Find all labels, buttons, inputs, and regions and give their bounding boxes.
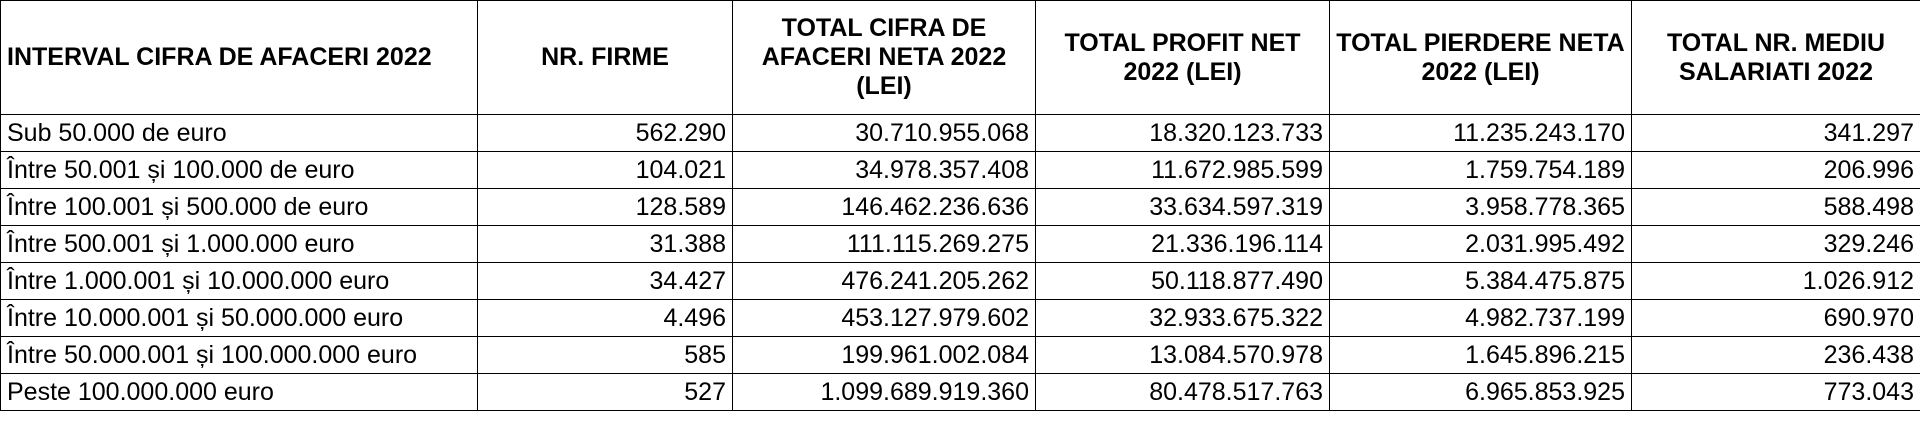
cell-interval: Între 10.000.001 și 50.000.000 euro (1, 300, 478, 337)
cell-cifra-afaceri: 111.115.269.275 (733, 226, 1036, 263)
cell-nr-firme: 562.290 (478, 115, 733, 152)
cell-pierdere-neta: 4.982.737.199 (1330, 300, 1632, 337)
cell-interval: Între 50.000.001 și 100.000.000 euro (1, 337, 478, 374)
header-total-profit-net: TOTAL PROFIT NET 2022 (LEI) (1036, 1, 1330, 115)
cell-nr-firme: 585 (478, 337, 733, 374)
cell-profit-net: 80.478.517.763 (1036, 374, 1330, 411)
cell-interval: Între 50.001 și 100.000 de euro (1, 152, 478, 189)
cell-cifra-afaceri: 453.127.979.602 (733, 300, 1036, 337)
table-row (1, 300, 1920, 337)
table-row (1, 189, 1920, 226)
cell-profit-net: 11.672.985.599 (1036, 152, 1330, 189)
cell-salariati: 1.026.912 (1632, 263, 1920, 300)
cell-nr-firme: 128.589 (478, 189, 733, 226)
cell-nr-firme: 31.388 (478, 226, 733, 263)
cell-pierdere-neta: 2.031.995.492 (1330, 226, 1632, 263)
cell-profit-net: 21.336.196.114 (1036, 226, 1330, 263)
cell-profit-net: 33.634.597.319 (1036, 189, 1330, 226)
cell-pierdere-neta: 1.759.754.189 (1330, 152, 1632, 189)
table-row (1, 374, 1920, 411)
cell-cifra-afaceri: 199.961.002.084 (733, 337, 1036, 374)
table-row (1, 152, 1920, 189)
cell-salariati: 329.246 (1632, 226, 1920, 263)
cell-salariati: 773.043 (1632, 374, 1920, 411)
cell-pierdere-neta: 1.645.896.215 (1330, 337, 1632, 374)
cell-profit-net: 50.118.877.490 (1036, 263, 1330, 300)
cell-cifra-afaceri: 34.978.357.408 (733, 152, 1036, 189)
cell-cifra-afaceri: 1.099.689.919.360 (733, 374, 1036, 411)
cell-pierdere-neta: 11.235.243.170 (1330, 115, 1632, 152)
cell-nr-firme: 104.021 (478, 152, 733, 189)
cell-profit-net: 13.084.570.978 (1036, 337, 1330, 374)
cell-nr-firme: 4.496 (478, 300, 733, 337)
cell-interval: Peste 100.000.000 euro (1, 374, 478, 411)
header-interval: INTERVAL CIFRA DE AFACERI 2022 (1, 1, 478, 115)
cell-salariati: 206.996 (1632, 152, 1920, 189)
cell-interval: Între 1.000.001 și 10.000.000 euro (1, 263, 478, 300)
cell-salariati: 690.970 (1632, 300, 1920, 337)
cell-pierdere-neta: 6.965.853.925 (1330, 374, 1632, 411)
cell-pierdere-neta: 5.384.475.875 (1330, 263, 1632, 300)
cell-interval: Între 500.001 și 1.000.000 euro (1, 226, 478, 263)
cell-nr-firme: 34.427 (478, 263, 733, 300)
cell-interval: Între 100.001 și 500.000 de euro (1, 189, 478, 226)
cell-interval: Sub 50.000 de euro (1, 115, 478, 152)
table-row (1, 226, 1920, 263)
cell-profit-net: 32.933.675.322 (1036, 300, 1330, 337)
cell-nr-firme: 527 (478, 374, 733, 411)
table-row (1, 115, 1920, 152)
cell-cifra-afaceri: 476.241.205.262 (733, 263, 1036, 300)
cell-salariati: 588.498 (1632, 189, 1920, 226)
cell-salariati: 236.438 (1632, 337, 1920, 374)
cell-salariati: 341.297 (1632, 115, 1920, 152)
header-total-cifra-afaceri: TOTAL CIFRA DE AFACERI NETA 2022 (LEI) (733, 1, 1036, 115)
cell-cifra-afaceri: 30.710.955.068 (733, 115, 1036, 152)
header-row (1, 1, 1920, 115)
cell-pierdere-neta: 3.958.778.365 (1330, 189, 1632, 226)
table-row (1, 337, 1920, 374)
cell-profit-net: 18.320.123.733 (1036, 115, 1330, 152)
header-nr-firme: NR. FIRME (478, 1, 733, 115)
cell-cifra-afaceri: 146.462.236.636 (733, 189, 1036, 226)
table-row (1, 263, 1920, 300)
header-total-nr-mediu-salariati: TOTAL NR. MEDIU SALARIATI 2022 (1632, 1, 1920, 115)
header-total-pierdere-neta: TOTAL PIERDERE NETA 2022 (LEI) (1330, 1, 1632, 115)
